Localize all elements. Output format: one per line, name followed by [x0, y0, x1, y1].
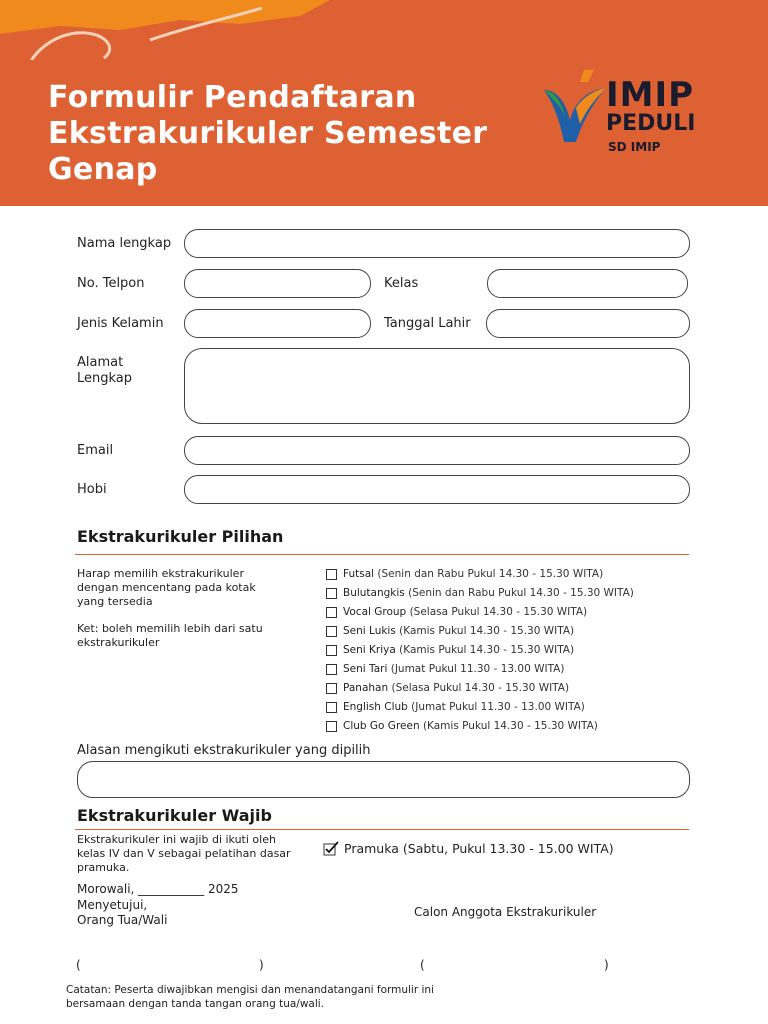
option-seni-tari[interactable] [326, 661, 564, 677]
nama-label: Nama lengkap [77, 236, 172, 251]
logo-text-imip: IMIP [606, 75, 695, 115]
option-futsal[interactable] [326, 566, 603, 582]
option-time: (Kamis Pukul 14.30 - 15.30 WITA) [399, 625, 575, 637]
checkbox-icon[interactable] [326, 626, 337, 637]
checkbox-icon[interactable] [326, 702, 337, 713]
checkbox-icon[interactable] [326, 607, 337, 618]
alamat-label-line2: Lengkap [77, 371, 133, 386]
option-name: Club Go Green [343, 720, 420, 732]
option-time: (Senin dan Rabu Pukul 14.30 - 15.30 WITA) [408, 587, 634, 599]
option-time: (Selasa Pukul 14.30 - 15.30 WITA) [409, 606, 588, 618]
option-time: (Selasa Pukul 14.30 - 15.30 WITA) [391, 682, 570, 694]
form-title: Formulir Pendaftaran Ekstrakurikuler Semester Genap [48, 80, 488, 187]
hobi-field[interactable] [184, 475, 690, 504]
tanggal-lahir-field[interactable] [486, 309, 690, 338]
alamat-field[interactable] [184, 348, 690, 424]
option-vocal-group[interactable] [326, 604, 587, 620]
jenis-kelamin-label: Jenis Kelamin [77, 316, 164, 331]
alasan-field[interactable] [77, 761, 690, 798]
nama-field[interactable] [184, 229, 690, 258]
checkbox-icon[interactable] [326, 721, 337, 732]
checkbox-icon[interactable] [326, 588, 337, 599]
option-bulutangkis[interactable] [326, 585, 634, 601]
telpon-field[interactable] [184, 269, 371, 298]
kelas-field[interactable] [487, 269, 688, 298]
brush-stroke-decoration [0, 0, 330, 60]
checkbox-icon[interactable] [326, 569, 337, 580]
pilihan-instruction: Harap memilih ekstrakurikuler dengan mencentang pada kotak yang tersedia [77, 567, 256, 608]
option-seni-kriya[interactable] [326, 642, 574, 658]
option-name: Pramuka [344, 841, 399, 856]
email-label: Email [77, 443, 114, 458]
checkbox-icon[interactable] [326, 683, 337, 694]
footer-note: Catatan: Peserta diwajibkan mengisi dan menandatangani formulir ini bersamaan dengan tanda tangan orang tua/wali. [66, 984, 434, 1010]
imip-peduli-logo [540, 66, 720, 156]
option-pramuka[interactable] [323, 841, 614, 856]
option-name: Panahan [343, 682, 389, 694]
pilihan-section-title: Ekstrakurikuler Pilihan [77, 527, 284, 546]
place-date: Morowali, ___________ 2025 [77, 882, 239, 896]
wajib-section-title: Ekstrakurikuler Wajib [77, 806, 272, 825]
checked-checkbox-icon[interactable] [323, 841, 339, 856]
parent-label: Orang Tua/Wali [77, 913, 168, 927]
option-panahan[interactable] [326, 680, 569, 696]
pilihan-divider [75, 554, 689, 555]
member-label: Calon Anggota Ekstrakurikuler [414, 905, 597, 919]
option-name: Seni Lukis [343, 625, 396, 637]
option-time: (Jumat Pukul 11.30 - 13.00 WITA) [390, 663, 565, 675]
checkbox-icon[interactable] [326, 645, 337, 656]
option-name: Vocal Group [343, 606, 407, 618]
option-time: (Kamis Pukul 14.30 - 15.30 WITA) [422, 720, 598, 732]
member-sign-paren-close: ) [604, 958, 609, 972]
email-field[interactable] [184, 436, 690, 465]
logo-text-peduli: PEDULI [606, 111, 696, 136]
option-name: Futsal [343, 568, 375, 580]
pilihan-note: Ket: boleh memilih lebih dari satu ekstrakurikuler [77, 622, 263, 649]
option-seni-lukis[interactable] [326, 623, 574, 639]
wajib-divider [75, 829, 689, 830]
parent-sign-paren-open: ( [76, 958, 81, 972]
parent-sign-paren-close: ) [259, 958, 264, 972]
logo-mark-icon [540, 68, 610, 144]
option-time: (Senin dan Rabu Pukul 14.30 - 15.30 WITA) [377, 568, 604, 580]
logo-text-sd-imip: SD IMIP [608, 140, 661, 154]
member-sign-paren-open: ( [420, 958, 425, 972]
header-banner [0, 0, 768, 206]
hobi-label: Hobi [77, 482, 107, 497]
kelas-label: Kelas [384, 276, 419, 291]
option-name: Seni Tari [343, 663, 388, 675]
wajib-description: Ekstrakurikuler ini wajib di ikuti oleh kelas IV dan V sebagai pelatihan dasar pramuka. [77, 833, 291, 874]
option-club-go-green[interactable] [326, 718, 598, 734]
alasan-label: Alasan mengikuti ekstrakurikuler yang dipilih [77, 743, 371, 758]
option-name: English Club [343, 701, 408, 713]
option-name: Seni Kriya [343, 644, 396, 656]
option-time: (Kamis Pukul 14.30 - 15.30 WITA) [399, 644, 575, 656]
jenis-kelamin-field[interactable] [184, 309, 371, 338]
option-time: (Jumat Pukul 11.30 - 13.00 WITA) [411, 701, 585, 713]
option-name: Bulutangkis [343, 587, 405, 599]
alamat-label-line1: Alamat [77, 355, 124, 370]
agree-label: Menyetujui, [77, 898, 148, 912]
checkbox-icon[interactable] [326, 664, 337, 675]
telpon-label: No. Telpon [77, 276, 145, 291]
option-time: (Sabtu, Pukul 13.30 - 15.00 WITA) [402, 841, 614, 856]
tanggal-lahir-label: Tanggal Lahir [384, 316, 471, 331]
option-english-club[interactable] [326, 699, 585, 715]
